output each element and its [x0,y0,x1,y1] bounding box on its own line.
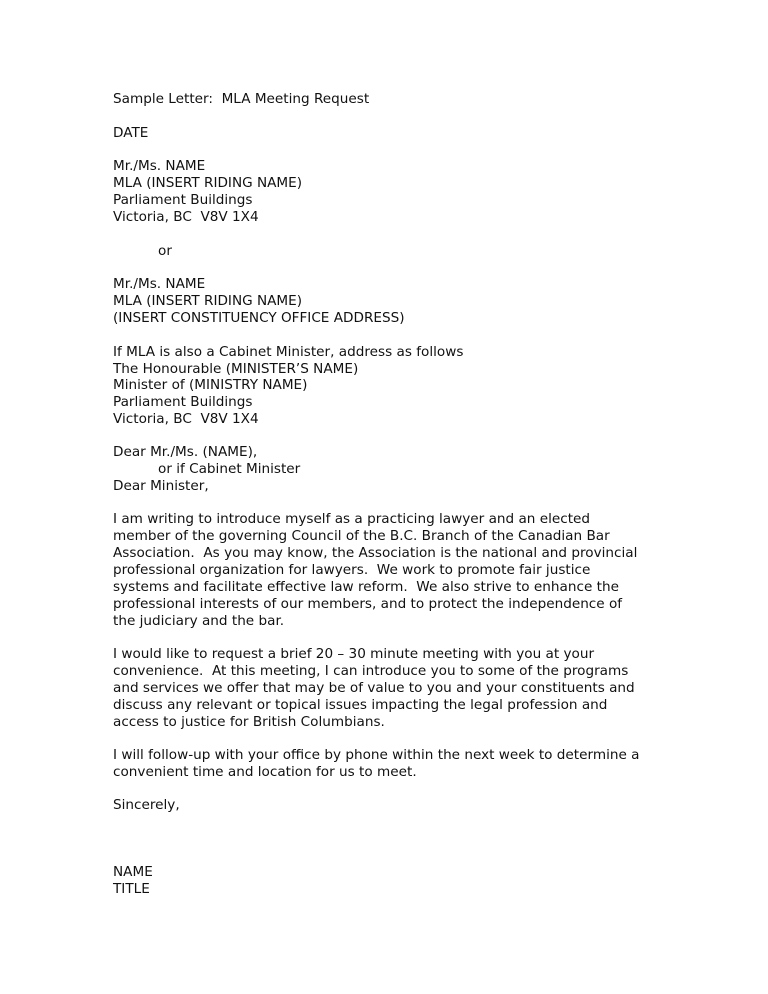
paragraph-2-line: and services we offer that may be of value to you and your constituents and [113,680,635,696]
closing: Sincerely, [113,797,180,813]
cabinet-block-line: The Honourable (MINISTER’S NAME) [113,361,359,377]
salutation-alt: Dear Minister, [113,478,209,494]
address-2-line: (INSERT CONSTITUENCY OFFICE ADDRESS) [113,310,405,326]
paragraph-2-line: discuss any relevant or topical issues impacting the legal profession and [113,697,608,713]
paragraph-2-line: convenience. At this meeting, I can introduce you to some of the programs [113,663,629,679]
paragraph-2-line: I would like to request a brief 20 – 30 minute meeting with you at your [113,646,595,662]
address-1-line: Victoria, BC V8V 1X4 [113,209,259,225]
cabinet-block-line: If MLA is also a Cabinet Minister, address as follows [113,344,464,360]
paragraph-1-line: Association. As you may know, the Association is the national and provincial [113,545,638,561]
paragraph-3-line: I will follow-up with your office by phone within the next week to determine a [113,747,640,763]
paragraph-1-line: member of the governing Council of the B.C. Branch of the Canadian Bar [113,528,610,544]
date-line: DATE [113,125,149,141]
address-2-line: MLA (INSERT RIDING NAME) [113,293,303,309]
salutation-alt-note: or if Cabinet Minister [158,461,301,477]
paragraph-1-line: systems and facilitate effective law reform. We also strive to enhance the [113,579,619,595]
paragraph-1-line: professional interests of our members, and to protect the independence of [113,596,623,612]
signature-title: TITLE [113,881,150,897]
cabinet-block-line: Parliament Buildings [113,394,253,410]
signature-name: NAME [113,864,153,880]
address-1-line: MLA (INSERT RIDING NAME) [113,175,303,191]
cabinet-block-line: Minister of (MINISTRY NAME) [113,377,308,393]
address-1-line: Mr./Ms. NAME [113,158,206,174]
letter-title: Sample Letter: MLA Meeting Request [113,91,370,107]
address-2-line: Mr./Ms. NAME [113,276,206,292]
cabinet-block-line: Victoria, BC V8V 1X4 [113,411,259,427]
paragraph-2-line: access to justice for British Columbians. [113,714,385,730]
salutation-primary: Dear Mr./Ms. (NAME), [113,444,258,460]
address-1-line: Parliament Buildings [113,192,253,208]
paragraph-3-line: convenient time and location for us to meet. [113,764,417,780]
paragraph-1-line: I am writing to introduce myself as a practicing lawyer and an elected [113,511,591,527]
or-label: or [158,243,172,259]
paragraph-1-line: professional organization for lawyers. We work to promote fair justice [113,562,591,578]
paragraph-1-line: the judiciary and the bar. [113,613,285,629]
